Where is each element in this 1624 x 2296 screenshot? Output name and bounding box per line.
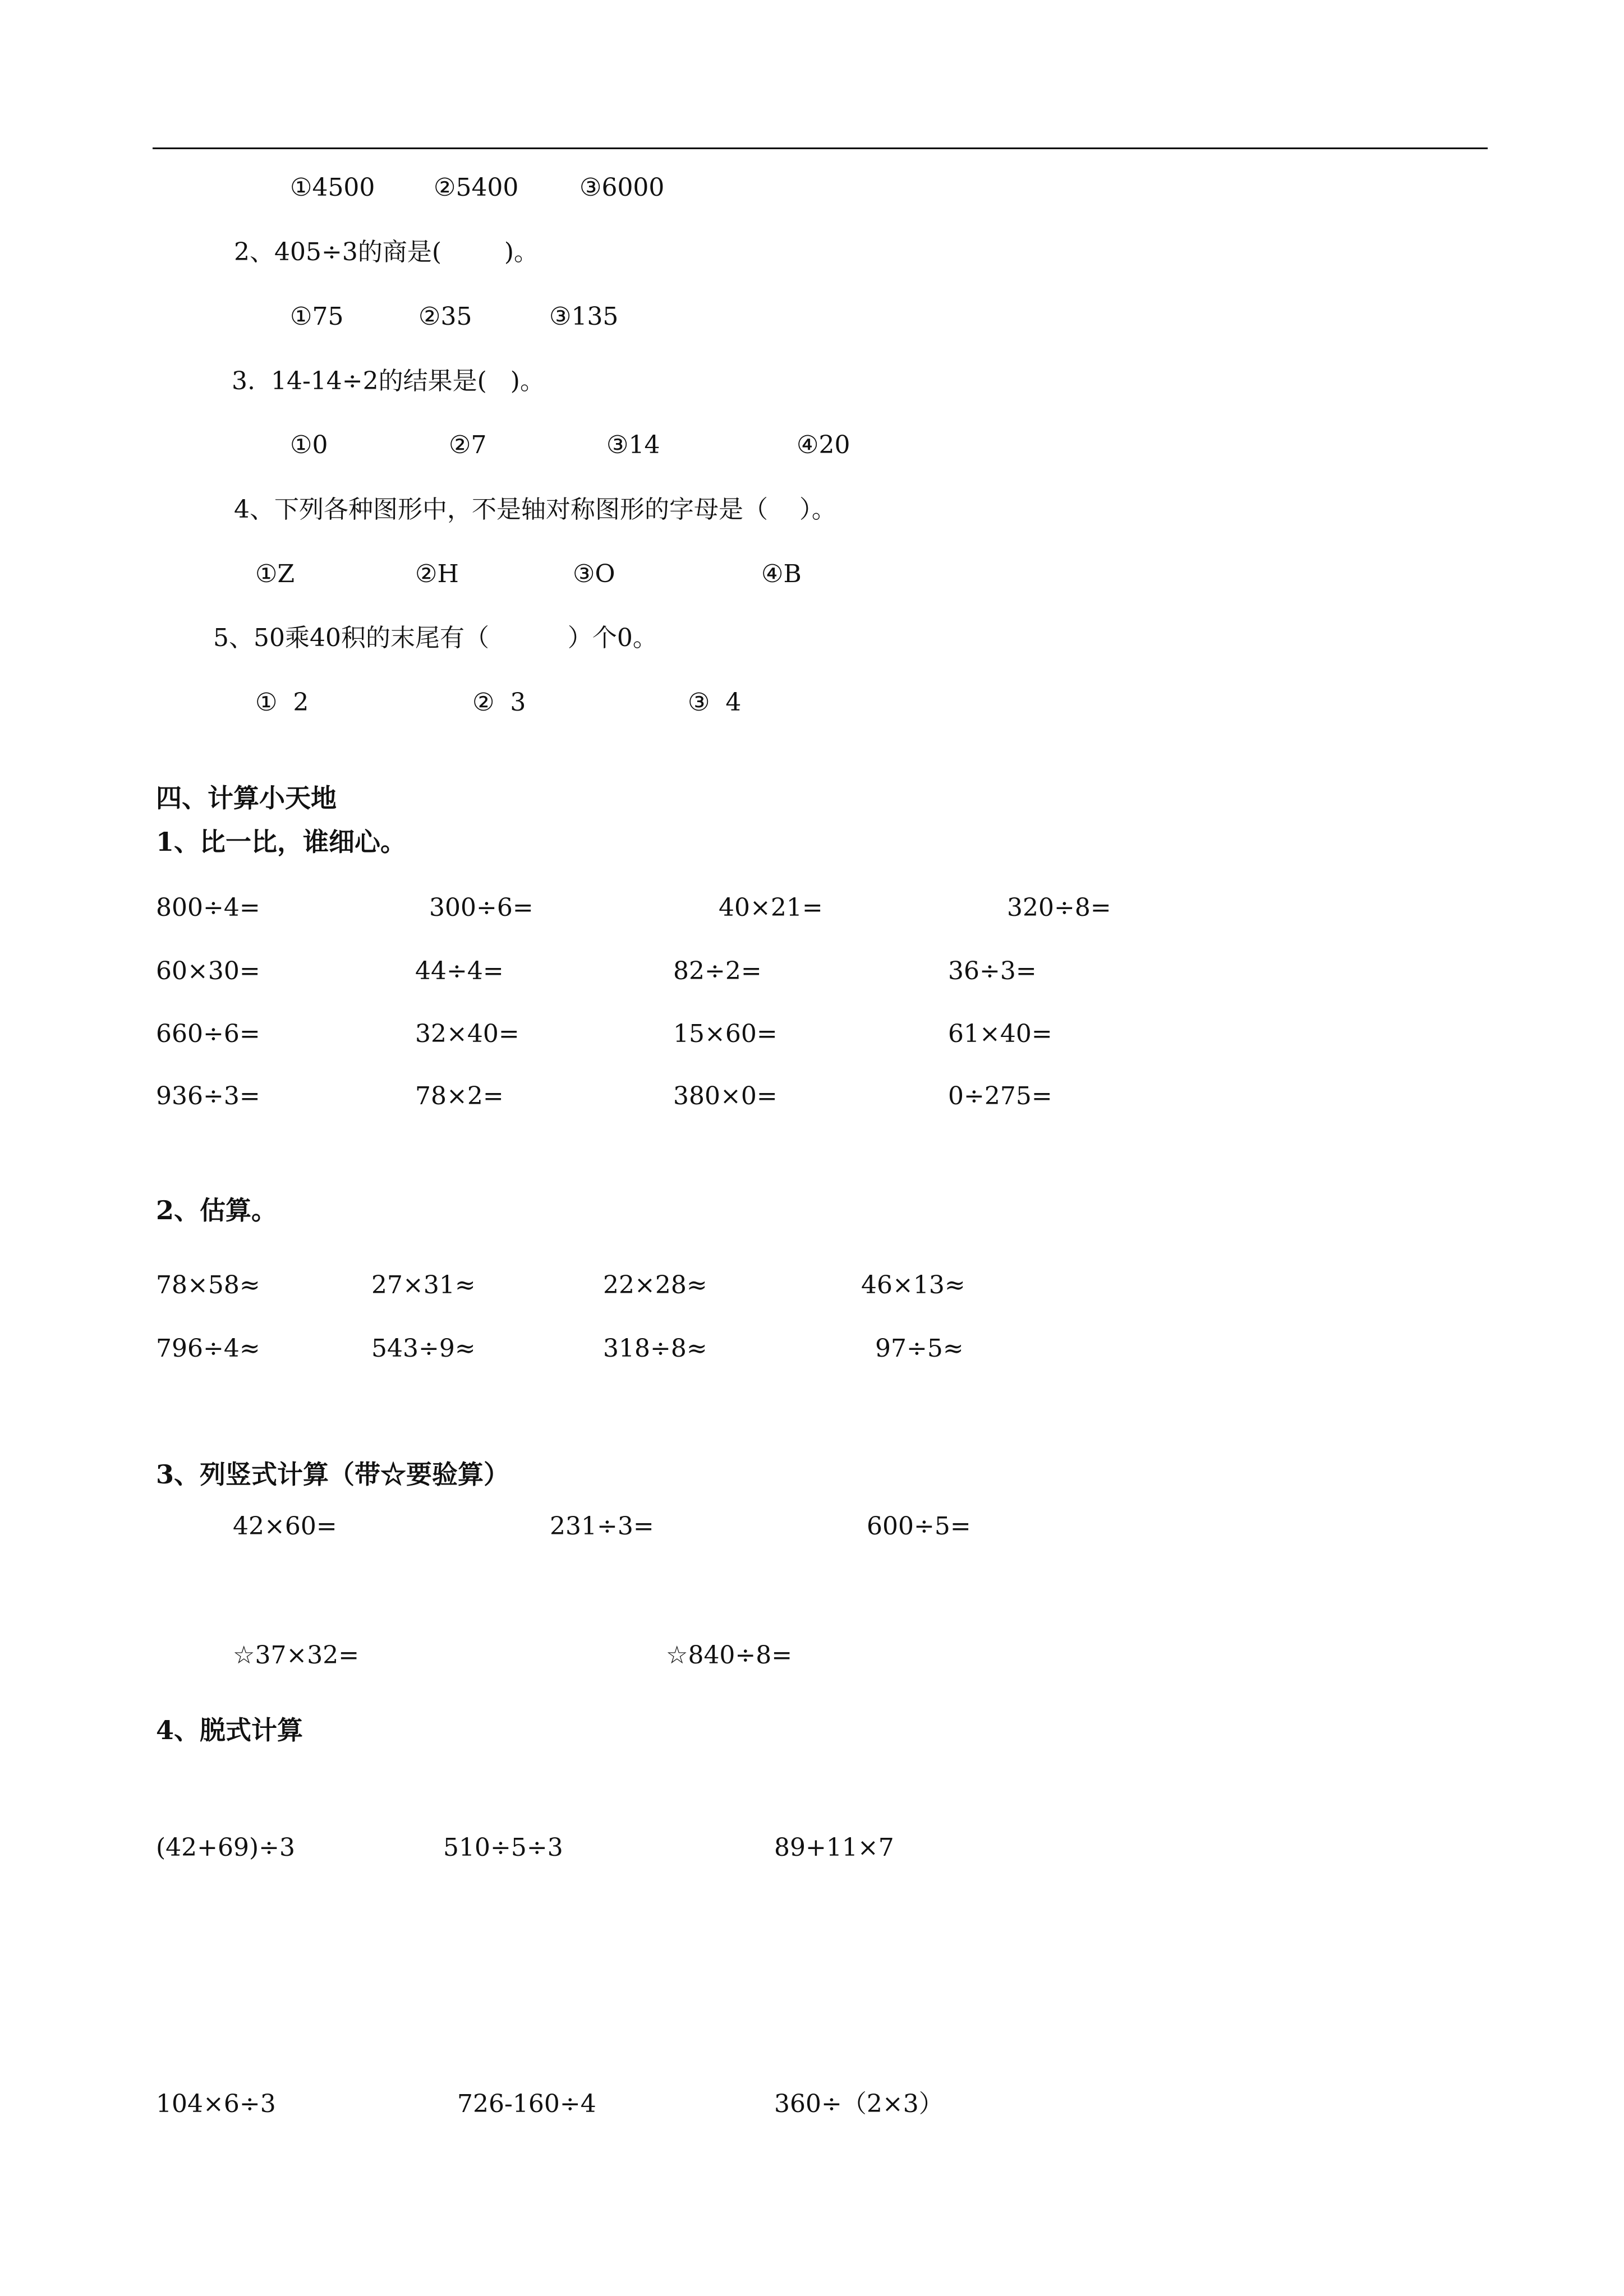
vertical-calc-item: ☆37×32= (233, 1641, 360, 1670)
vertical-calc-item: ☆840÷8= (666, 1641, 793, 1670)
step-calc-item: 726-160÷4 (457, 2090, 596, 2118)
q2-option-3: ③135 (549, 302, 619, 331)
calc-item: 82÷2= (673, 957, 762, 985)
q4-option-2: ②H (415, 560, 459, 588)
calc-item: 380×0= (673, 1082, 778, 1110)
q1-option-3: ③6000 (579, 173, 665, 202)
q3-option-4: ④20 (797, 431, 850, 459)
vertical-calc-item: 600÷5= (867, 1512, 971, 1541)
part-1-title: 1、比一比，谁细心。 (156, 827, 407, 857)
estimate-item: 46×13≈ (861, 1271, 965, 1299)
q4-stem: 4、下列各种图形中，不是轴对称图形的字母是（ ）。 (234, 495, 836, 524)
estimate-item: 22×28≈ (603, 1271, 707, 1299)
calc-item: 32×40= (415, 1020, 519, 1048)
calc-item: 660÷6= (156, 1020, 260, 1048)
calc-item: 78×2= (415, 1082, 504, 1110)
q5-option-1: ① 2 (255, 688, 309, 717)
vertical-calc-item: 42×60= (233, 1512, 337, 1541)
calc-item: 61×40= (948, 1020, 1052, 1048)
section-4-title: 四、计算小天地 (156, 783, 337, 813)
q2-stem: 2、405÷3的商是( )。 (234, 238, 539, 266)
calc-item: 0÷275= (948, 1082, 1052, 1110)
q3-option-1: ①0 (290, 431, 328, 459)
part-4-title: 4、脱式计算 (156, 1715, 303, 1745)
estimate-item: 318÷8≈ (603, 1334, 707, 1363)
estimate-item: 27×31≈ (371, 1271, 476, 1299)
part-2-title: 2、估算。 (156, 1195, 278, 1225)
step-calc-item: (42+69)÷3 (156, 1833, 296, 1862)
step-calc-item: 104×6÷3 (156, 2090, 276, 2118)
calc-item: 300÷6= (429, 893, 533, 922)
q2-option-1: ①75 (290, 302, 344, 331)
step-calc-item: 510÷5÷3 (443, 1833, 563, 1862)
calc-item: 800÷4= (156, 893, 260, 922)
calc-item: 936÷3= (156, 1082, 260, 1110)
q4-option-4: ④B (761, 560, 802, 588)
q2-option-2: ②35 (418, 302, 472, 331)
estimate-item: 78×58≈ (156, 1271, 260, 1299)
estimate-item: 543÷9≈ (371, 1334, 476, 1363)
q4-option-1: ①Z (255, 560, 295, 588)
q3-option-3: ③14 (606, 431, 660, 459)
part-3-title: 3、列竖式计算（带☆要验算） (156, 1459, 510, 1490)
step-calc-item: 89+11×7 (774, 1833, 894, 1862)
q4-option-3: ③O (573, 560, 615, 588)
calc-item: 320÷8= (1007, 893, 1111, 922)
calc-item: 36÷3= (948, 957, 1037, 985)
vertical-calc-item: 231÷3= (550, 1512, 654, 1541)
q5-stem: 5、50乘40积的末尾有（ ）个0。 (213, 624, 657, 652)
q1-option-1: ①4500 (290, 173, 375, 202)
step-calc-item: 360÷（2×3） (774, 2090, 944, 2118)
estimate-item: 796÷4≈ (156, 1334, 260, 1363)
header-rule (153, 147, 1488, 149)
q1-option-2: ②5400 (434, 173, 519, 202)
calc-item: 44÷4= (415, 957, 504, 985)
calc-item: 15×60= (673, 1020, 778, 1048)
q5-option-3: ③ 4 (688, 688, 742, 717)
q5-option-2: ② 3 (472, 688, 526, 717)
calc-item: 60×30= (156, 957, 260, 985)
q3-stem: 3. 14-14÷2的结果是( )。 (232, 367, 545, 395)
estimate-item: 97÷5≈ (875, 1334, 964, 1363)
q3-option-2: ②7 (449, 431, 487, 459)
calc-item: 40×21= (719, 893, 823, 922)
